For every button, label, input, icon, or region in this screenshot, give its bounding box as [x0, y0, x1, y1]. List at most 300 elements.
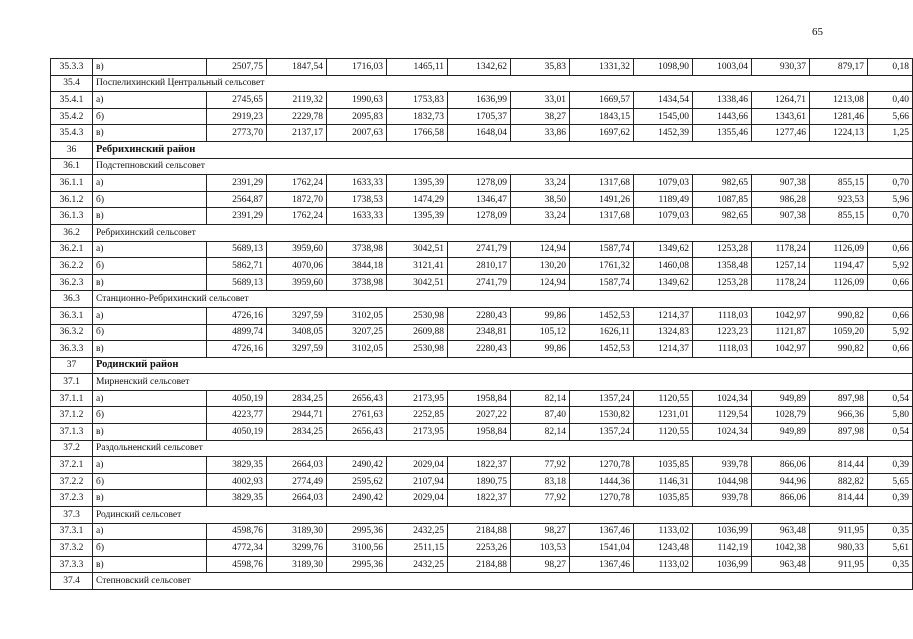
row-code: 36.3.1: [51, 307, 93, 324]
row-variant-label: в): [93, 341, 207, 358]
value-cell: 1223,23: [693, 324, 752, 341]
value-cell: 1079,03: [634, 175, 693, 192]
row-code: 37.1: [51, 374, 93, 391]
value-cell: 1367,46: [570, 523, 634, 540]
value-cell: 966,36: [810, 407, 868, 424]
value-cell: 4223,77: [207, 407, 267, 424]
value-cell: 1278,09: [448, 175, 511, 192]
row-code: 36.2.1: [51, 241, 93, 258]
value-cell: 1443,66: [693, 108, 752, 125]
value-cell: 939,78: [693, 457, 752, 474]
value-cell: 2173,95: [387, 390, 448, 407]
value-cell: 87,40: [511, 407, 570, 424]
settlement-header-row: [51, 374, 913, 391]
value-cell: 1636,99: [448, 92, 511, 109]
table-row: [51, 125, 913, 142]
row-variant-label: в): [93, 125, 207, 142]
settlement-title: Родинский сельсовет: [93, 507, 913, 524]
value-cell: 2664,03: [267, 490, 327, 507]
value-cell: 1035,85: [634, 490, 693, 507]
value-cell: 130,20: [511, 258, 570, 275]
value-cell: 1059,20: [810, 324, 868, 341]
value-cell: 2774,49: [267, 473, 327, 490]
value-cell: 1541,04: [570, 540, 634, 557]
value-cell: 3738,98: [327, 241, 387, 258]
value-cell: 1317,68: [570, 208, 634, 225]
value-cell: 4772,34: [207, 540, 267, 557]
value-cell: 1003,04: [693, 59, 752, 76]
value-cell: 923,53: [810, 191, 868, 208]
settlement-header-row: [51, 507, 913, 524]
value-cell: 3959,60: [267, 274, 327, 291]
value-cell: 3299,76: [267, 540, 327, 557]
value-cell: 2741,79: [448, 241, 511, 258]
value-cell: 33,01: [511, 92, 570, 109]
value-cell: 1098,90: [634, 59, 693, 76]
value-cell: 949,89: [752, 390, 810, 407]
value-cell: 1214,37: [634, 307, 693, 324]
value-cell: 1270,78: [570, 490, 634, 507]
value-cell: 2745,65: [207, 92, 267, 109]
value-cell: 1231,01: [634, 407, 693, 424]
value-cell: 5,65: [868, 473, 913, 490]
value-cell: 105,12: [511, 324, 570, 341]
value-cell: 1716,03: [327, 59, 387, 76]
value-cell: 2252,85: [387, 407, 448, 424]
value-cell: 82,14: [511, 424, 570, 441]
value-cell: 1277,46: [752, 125, 810, 142]
value-cell: 1452,53: [570, 307, 634, 324]
value-cell: 3844,18: [327, 258, 387, 275]
value-cell: 1133,02: [634, 523, 693, 540]
value-cell: 1036,99: [693, 523, 752, 540]
value-cell: 1,25: [868, 125, 913, 142]
value-cell: 2280,43: [448, 341, 511, 358]
row-variant-label: б): [93, 108, 207, 125]
value-cell: 4070,06: [267, 258, 327, 275]
row-variant-label: б): [93, 407, 207, 424]
value-cell: 2253,26: [448, 540, 511, 557]
value-cell: 1024,34: [693, 424, 752, 441]
settlement-title: Мирненский сельсовет: [93, 374, 913, 391]
value-cell: 3102,05: [327, 307, 387, 324]
value-cell: 1474,29: [387, 191, 448, 208]
value-cell: 2280,43: [448, 307, 511, 324]
settlement-header-row: [51, 158, 913, 175]
value-cell: 930,37: [752, 59, 810, 76]
district-header-row: [51, 141, 913, 158]
value-cell: 1460,08: [634, 258, 693, 275]
value-cell: 1042,97: [752, 307, 810, 324]
value-cell: 2107,94: [387, 473, 448, 490]
row-variant-label: в): [93, 556, 207, 573]
value-cell: 2029,04: [387, 457, 448, 474]
value-cell: 1958,84: [448, 390, 511, 407]
value-cell: 1832,73: [387, 108, 448, 125]
value-cell: 99,86: [511, 341, 570, 358]
table-row: [51, 258, 913, 275]
table-row: [51, 407, 913, 424]
value-cell: 2656,43: [327, 390, 387, 407]
value-cell: 3738,98: [327, 274, 387, 291]
value-cell: 3121,41: [387, 258, 448, 275]
table-row: [51, 241, 913, 258]
row-code: 37.1.1: [51, 390, 93, 407]
row-variant-label: а): [93, 390, 207, 407]
value-cell: 4050,19: [207, 390, 267, 407]
row-variant-label: б): [93, 191, 207, 208]
row-code: 37.3.3: [51, 556, 93, 573]
value-cell: 1753,83: [387, 92, 448, 109]
value-cell: 1264,71: [752, 92, 810, 109]
row-code: 35.4.2: [51, 108, 93, 125]
value-cell: 77,92: [511, 490, 570, 507]
value-cell: 5,92: [868, 324, 913, 341]
value-cell: 879,17: [810, 59, 868, 76]
value-cell: 1126,09: [810, 274, 868, 291]
row-variant-label: в): [93, 59, 207, 76]
value-cell: 1452,39: [634, 125, 693, 142]
value-cell: 2507,75: [207, 59, 267, 76]
value-cell: 1890,75: [448, 473, 511, 490]
value-cell: 1338,46: [693, 92, 752, 109]
value-cell: 2530,98: [387, 341, 448, 358]
table-row: [51, 473, 913, 490]
value-cell: 1120,55: [634, 390, 693, 407]
value-cell: 907,38: [752, 175, 810, 192]
value-cell: 2944,71: [267, 407, 327, 424]
value-cell: 5,96: [868, 191, 913, 208]
value-cell: 2664,03: [267, 457, 327, 474]
value-cell: 38,27: [511, 108, 570, 125]
table-row: [51, 274, 913, 291]
value-cell: 3042,51: [387, 241, 448, 258]
value-cell: 3829,35: [207, 457, 267, 474]
value-cell: 0,66: [868, 307, 913, 324]
row-code: 35.4: [51, 75, 93, 92]
value-cell: 103,53: [511, 540, 570, 557]
value-cell: 990,82: [810, 307, 868, 324]
value-cell: 2184,88: [448, 556, 511, 573]
value-cell: 911,95: [810, 556, 868, 573]
value-cell: 1357,24: [570, 390, 634, 407]
value-cell: 814,44: [810, 457, 868, 474]
row-code: 36.2.2: [51, 258, 93, 275]
value-cell: 1178,24: [752, 274, 810, 291]
row-code: 37.1.3: [51, 424, 93, 441]
value-cell: 1079,03: [634, 208, 693, 225]
value-cell: 1395,39: [387, 208, 448, 225]
value-cell: 1434,54: [634, 92, 693, 109]
value-cell: 2119,32: [267, 92, 327, 109]
value-cell: 0,39: [868, 490, 913, 507]
value-cell: 1761,32: [570, 258, 634, 275]
table-row: [51, 324, 913, 341]
value-cell: 2229,78: [267, 108, 327, 125]
value-cell: 1367,46: [570, 556, 634, 573]
value-cell: 5,61: [868, 540, 913, 557]
value-cell: 2919,23: [207, 108, 267, 125]
value-cell: 1142,19: [693, 540, 752, 557]
row-variant-label: в): [93, 208, 207, 225]
value-cell: 2391,29: [207, 175, 267, 192]
value-cell: 1990,63: [327, 92, 387, 109]
table-row: [51, 59, 913, 76]
value-cell: 0,66: [868, 341, 913, 358]
table-row: [51, 191, 913, 208]
value-cell: 1270,78: [570, 457, 634, 474]
value-cell: 1120,55: [634, 424, 693, 441]
value-cell: 5,80: [868, 407, 913, 424]
settlement-header-row: [51, 573, 913, 590]
table-row: [51, 556, 913, 573]
value-cell: 939,78: [693, 490, 752, 507]
district-title: Ребрихинский район: [93, 141, 913, 158]
value-cell: 33,86: [511, 125, 570, 142]
value-cell: 1281,46: [810, 108, 868, 125]
value-cell: 2432,25: [387, 523, 448, 540]
table-row: [51, 307, 913, 324]
row-variant-label: а): [93, 457, 207, 474]
value-cell: 83,18: [511, 473, 570, 490]
page-number: 65: [812, 26, 823, 38]
value-cell: 3297,59: [267, 307, 327, 324]
value-cell: 1178,24: [752, 241, 810, 258]
table-body: [51, 59, 913, 590]
value-cell: 1024,34: [693, 390, 752, 407]
value-cell: 1042,38: [752, 540, 810, 557]
row-variant-label: б): [93, 324, 207, 341]
row-variant-label: а): [93, 307, 207, 324]
value-cell: 1357,24: [570, 424, 634, 441]
row-variant-label: б): [93, 540, 207, 557]
value-cell: 2490,42: [327, 457, 387, 474]
value-cell: 124,94: [511, 274, 570, 291]
value-cell: 982,65: [693, 175, 752, 192]
value-cell: 1545,00: [634, 108, 693, 125]
row-code: 37.2.1: [51, 457, 93, 474]
value-cell: 1648,04: [448, 125, 511, 142]
value-cell: 1444,36: [570, 473, 634, 490]
value-cell: 1669,57: [570, 92, 634, 109]
value-cell: 2609,88: [387, 324, 448, 341]
value-cell: 4598,76: [207, 523, 267, 540]
row-code: 37.3.1: [51, 523, 93, 540]
value-cell: 124,94: [511, 241, 570, 258]
value-cell: 1224,13: [810, 125, 868, 142]
table-row: [51, 523, 913, 540]
value-cell: 1253,28: [693, 241, 752, 258]
value-cell: 1036,99: [693, 556, 752, 573]
value-cell: 2511,15: [387, 540, 448, 557]
value-cell: 1847,54: [267, 59, 327, 76]
value-cell: 0,18: [868, 59, 913, 76]
value-cell: 2391,29: [207, 208, 267, 225]
row-variant-label: б): [93, 473, 207, 490]
value-cell: 33,24: [511, 208, 570, 225]
value-cell: 2995,36: [327, 523, 387, 540]
value-cell: 897,98: [810, 390, 868, 407]
value-cell: 866,06: [752, 490, 810, 507]
row-code: 36.3.3: [51, 341, 93, 358]
value-cell: 1395,39: [387, 175, 448, 192]
value-cell: 1331,32: [570, 59, 634, 76]
value-cell: 0,35: [868, 523, 913, 540]
row-variant-label: а): [93, 523, 207, 540]
value-cell: 1194,47: [810, 258, 868, 275]
value-cell: 0,39: [868, 457, 913, 474]
value-cell: 1126,09: [810, 241, 868, 258]
table-row: [51, 424, 913, 441]
value-cell: 855,15: [810, 208, 868, 225]
value-cell: 1146,31: [634, 473, 693, 490]
value-cell: 963,48: [752, 556, 810, 573]
value-cell: 1317,68: [570, 175, 634, 192]
value-cell: 5862,71: [207, 258, 267, 275]
value-cell: 99,86: [511, 307, 570, 324]
row-code: 36.2.3: [51, 274, 93, 291]
value-cell: 1342,62: [448, 59, 511, 76]
value-cell: 2656,43: [327, 424, 387, 441]
row-code: 36.1.1: [51, 175, 93, 192]
settlement-title: Раздольненский сельсовет: [93, 440, 913, 457]
settlement-header-row: [51, 291, 913, 308]
value-cell: 1042,97: [752, 341, 810, 358]
value-cell: 98,27: [511, 523, 570, 540]
settlement-title: Степновский сельсовет: [93, 573, 913, 590]
value-cell: 4050,19: [207, 424, 267, 441]
value-cell: 1822,37: [448, 457, 511, 474]
value-cell: 3829,35: [207, 490, 267, 507]
value-cell: 982,65: [693, 208, 752, 225]
value-cell: 0,70: [868, 175, 913, 192]
settlement-title: Поспелихинский Центральный сельсовет: [93, 75, 913, 92]
settlement-header-row: [51, 75, 913, 92]
row-code: 36.1.2: [51, 191, 93, 208]
value-cell: 882,82: [810, 473, 868, 490]
value-cell: 2773,70: [207, 125, 267, 142]
value-cell: 1738,53: [327, 191, 387, 208]
value-cell: 0,70: [868, 208, 913, 225]
value-cell: 3408,05: [267, 324, 327, 341]
value-cell: 897,98: [810, 424, 868, 441]
row-code: 35.3.3: [51, 59, 93, 76]
value-cell: 2810,17: [448, 258, 511, 275]
row-code: 37.2: [51, 440, 93, 457]
value-cell: 82,14: [511, 390, 570, 407]
value-cell: 1491,26: [570, 191, 634, 208]
row-code: 36.3.2: [51, 324, 93, 341]
settlement-title: Подстепновский сельсовет: [93, 158, 913, 175]
value-cell: 986,28: [752, 191, 810, 208]
table-row: [51, 92, 913, 109]
value-cell: 2564,87: [207, 191, 267, 208]
value-cell: 2137,17: [267, 125, 327, 142]
value-cell: 1349,62: [634, 241, 693, 258]
value-cell: 5,66: [868, 108, 913, 125]
value-cell: 77,92: [511, 457, 570, 474]
row-code: 37.3.2: [51, 540, 93, 557]
value-cell: 1118,03: [693, 341, 752, 358]
value-cell: 2490,42: [327, 490, 387, 507]
value-cell: 3207,25: [327, 324, 387, 341]
value-cell: 1762,24: [267, 175, 327, 192]
district-title: Родинский район: [93, 357, 913, 374]
value-cell: 963,48: [752, 523, 810, 540]
tariff-table: [50, 58, 913, 590]
value-cell: 1118,03: [693, 307, 752, 324]
value-cell: 3959,60: [267, 241, 327, 258]
row-code: 37: [51, 357, 93, 374]
value-cell: 2995,36: [327, 556, 387, 573]
value-cell: 1626,11: [570, 324, 634, 341]
value-cell: 98,27: [511, 556, 570, 573]
value-cell: 2834,25: [267, 390, 327, 407]
row-code: 36.1.3: [51, 208, 93, 225]
row-code: 36.2: [51, 224, 93, 241]
table-row: [51, 457, 913, 474]
value-cell: 911,95: [810, 523, 868, 540]
value-cell: 2027,22: [448, 407, 511, 424]
value-cell: 1452,53: [570, 341, 634, 358]
value-cell: 1133,02: [634, 556, 693, 573]
value-cell: 2741,79: [448, 274, 511, 291]
value-cell: 3042,51: [387, 274, 448, 291]
row-code: 36: [51, 141, 93, 158]
value-cell: 1958,84: [448, 424, 511, 441]
value-cell: 814,44: [810, 490, 868, 507]
value-cell: 2029,04: [387, 490, 448, 507]
value-cell: 4002,93: [207, 473, 267, 490]
value-cell: 949,89: [752, 424, 810, 441]
settlement-header-row: [51, 224, 913, 241]
value-cell: 1243,48: [634, 540, 693, 557]
value-cell: 1349,62: [634, 274, 693, 291]
value-cell: 0,35: [868, 556, 913, 573]
row-variant-label: а): [93, 92, 207, 109]
table-row: [51, 341, 913, 358]
row-variant-label: б): [93, 258, 207, 275]
value-cell: 33,24: [511, 175, 570, 192]
value-cell: 1087,85: [693, 191, 752, 208]
value-cell: 2834,25: [267, 424, 327, 441]
value-cell: 5,92: [868, 258, 913, 275]
row-code: 36.1: [51, 158, 93, 175]
value-cell: 1633,33: [327, 175, 387, 192]
value-cell: 5689,13: [207, 241, 267, 258]
value-cell: 2348,81: [448, 324, 511, 341]
settlement-title: Ребрихинский сельсовет: [93, 224, 913, 241]
row-code: 37.2.2: [51, 473, 93, 490]
settlement-header-row: [51, 440, 913, 457]
value-cell: 1346,47: [448, 191, 511, 208]
value-cell: 4726,16: [207, 341, 267, 358]
value-cell: 2761,63: [327, 407, 387, 424]
value-cell: 0,54: [868, 424, 913, 441]
value-cell: 4726,16: [207, 307, 267, 324]
value-cell: 1213,08: [810, 92, 868, 109]
value-cell: 907,38: [752, 208, 810, 225]
value-cell: 980,33: [810, 540, 868, 557]
value-cell: 0,40: [868, 92, 913, 109]
value-cell: 2173,95: [387, 424, 448, 441]
value-cell: 3189,30: [267, 556, 327, 573]
value-cell: 1214,37: [634, 341, 693, 358]
value-cell: 1324,83: [634, 324, 693, 341]
value-cell: 1343,61: [752, 108, 810, 125]
row-code: 36.3: [51, 291, 93, 308]
value-cell: 3189,30: [267, 523, 327, 540]
